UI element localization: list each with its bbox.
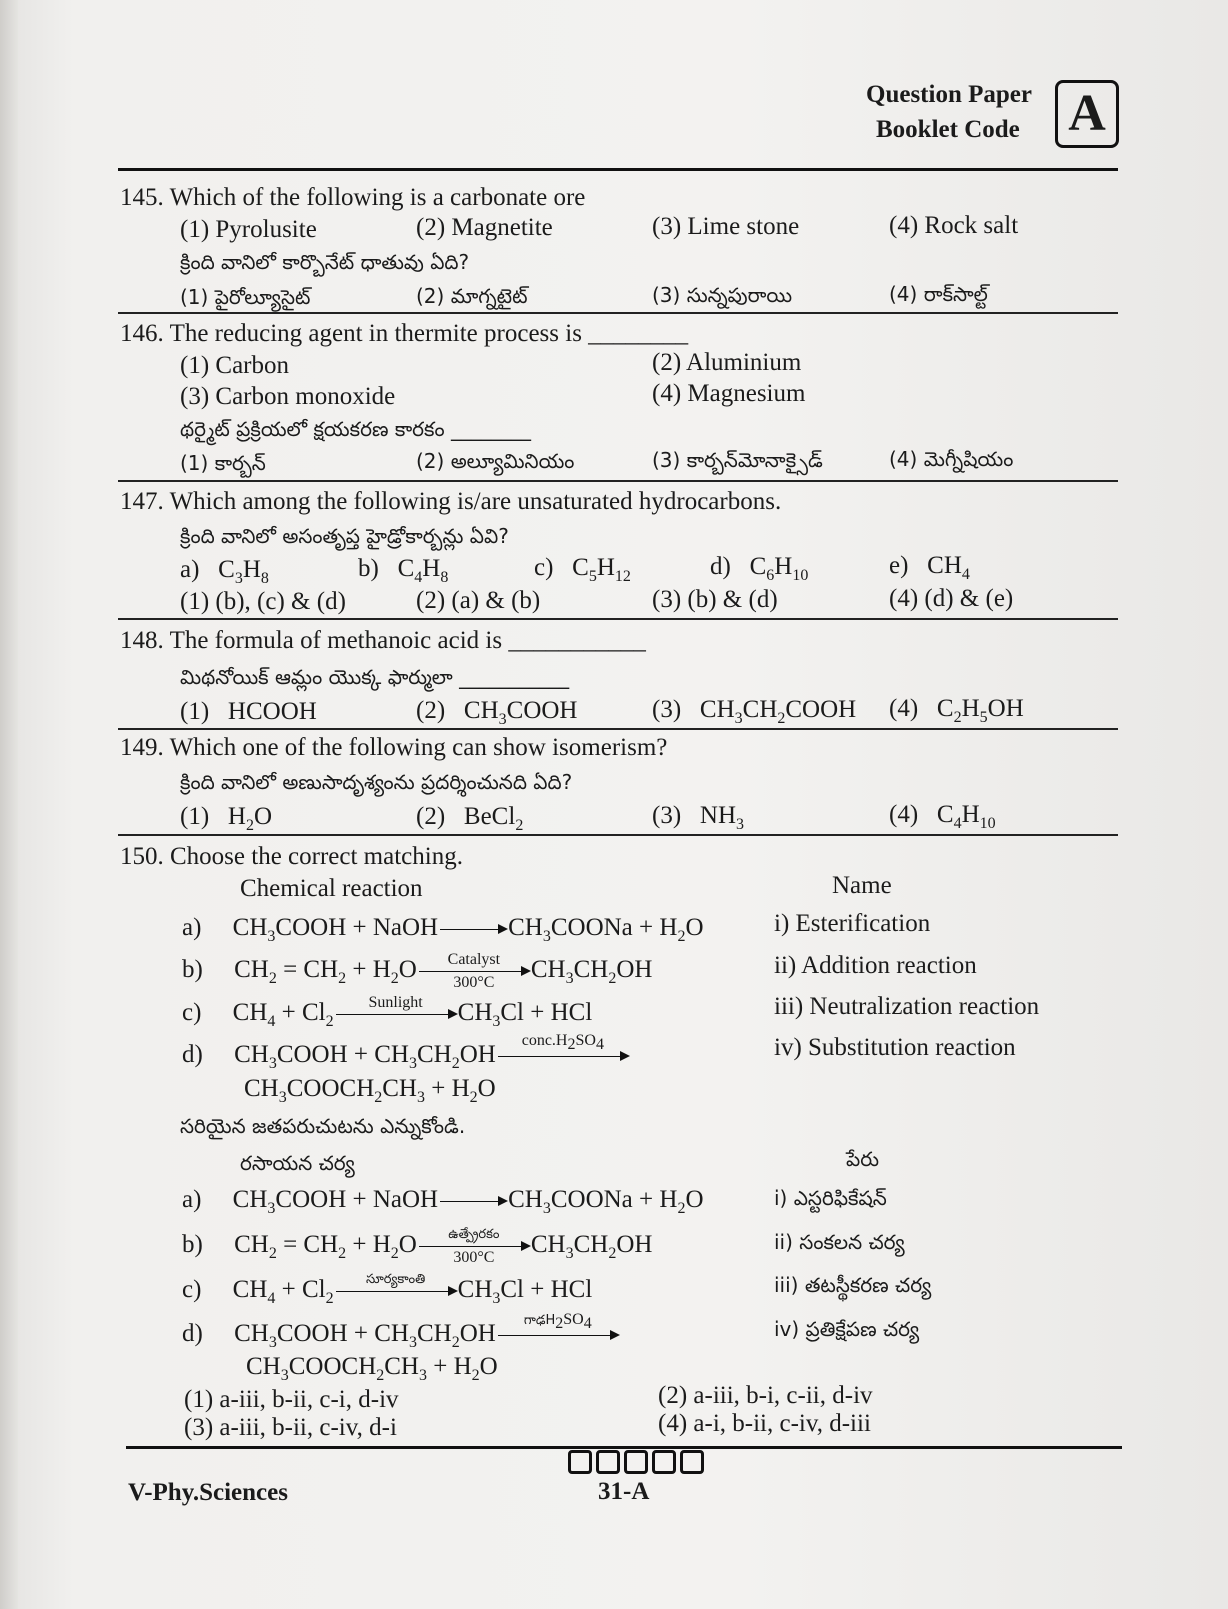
name-iii: iii) Neutralization reaction: [774, 993, 1040, 1020]
option-1-telugu: (1) పైరోల్యూసైట్: [180, 285, 311, 309]
option-2: (2) $CH_3COOH$: [416, 697, 578, 728]
question-text-telugu: క్రింది వానిలో కార్బొనేట్ ధాతువు ఏది?: [180, 250, 470, 274]
catalyst-label: Catalyst: [447, 950, 501, 968]
item-c: c) $C_5H_{12}$: [534, 554, 631, 585]
column-header-reaction: Chemical reaction: [240, 875, 423, 902]
reaction-b: b) $CH_2 = CH_2 + H_2O$ Catalyst 300°C $CH_3CH_2OH$: [182, 950, 653, 991]
answer-option-4: (4) a-i, b-ii, c-iv, d-iii: [658, 1410, 871, 1437]
reaction-b-telugu: b) $CH_2 = CH_2 + H_2O$ ఉత్ప్రేరకం 300°C $CH_3CH_2OH$: [182, 1226, 653, 1266]
column-header-name-telugu: పేరు: [846, 1147, 879, 1171]
option-3-telugu: (3) సున్నపురాయి: [652, 283, 793, 307]
sunlight-label-telugu: సూర్యకాంతి: [365, 1271, 426, 1287]
option-1: (1) $H_2O$: [180, 803, 273, 834]
header-title-line2: Booklet Code: [876, 116, 1020, 143]
reaction-d: d) $CH_3COOH + CH_3CH_2OH$ $conc.H_2SO_4$: [182, 1040, 630, 1079]
option-3: (3) (b) & (d): [652, 586, 778, 613]
divider: [118, 480, 1118, 482]
divider: [118, 312, 1118, 314]
question-text-telugu: థర్మైట్ ప్రక్రియలో క్షయకరణ కారకం ________: [180, 417, 531, 441]
option-2: (2) Aluminium: [652, 349, 802, 376]
answer-option-3: (3) a-iii, b-ii, c-iv, d-i: [184, 1414, 397, 1441]
answer-option-1: (1) a-iii, b-ii, c-i, d-iv: [184, 1386, 399, 1413]
option-3: (3) $CH_3CH_2COOH$: [652, 696, 857, 727]
temperature-label: 300°C: [453, 973, 495, 991]
sunlight-label: Sunlight: [368, 993, 423, 1011]
option-3-telugu: (3) కార్బన్‌మోనాక్సైడ్: [652, 448, 823, 472]
booklet-code-box: A: [1055, 80, 1119, 148]
option-4: (4) $C_2H_5OH$: [889, 695, 1024, 726]
header-title-line1: Question Paper: [866, 81, 1032, 108]
reaction-d-telugu: d) $CH_3COOH + CH_3CH_2OH$ $గాఢH_2SO_4$: [182, 1319, 620, 1358]
item-e: e) $CH_4$: [889, 552, 970, 583]
reaction-d-products: $CH_3COOCH_2CH_3 + H_2O$: [244, 1075, 496, 1106]
option-2: (2) Magnetite: [416, 214, 553, 241]
option-1: (1) (b), (c) & (d): [180, 588, 346, 615]
catalyst-label-telugu: ఉత్ప్రేరకం: [448, 1226, 500, 1242]
item-a: a) $C_3H_8$: [180, 556, 269, 587]
paper-edge-shadow: [0, 0, 18, 1609]
question-text: Which one of the following can show isomerism?: [169, 734, 668, 761]
question-number: 147.: [120, 488, 164, 515]
option-2-telugu: (2) మాగ్నటైట్: [416, 284, 528, 308]
question-number: 149.: [120, 734, 164, 761]
option-4: (4) Rock salt: [889, 212, 1019, 239]
question-text-telugu: క్రింది వానిలో అసంతృప్త హైడ్రోకార్బన్లు ఏవి?: [180, 524, 509, 548]
reaction-c-telugu: c) $CH_4 + Cl_2$ సూర్యకాంతి $CH_3Cl$ + HCl: [182, 1271, 593, 1307]
option-3: (3) Lime stone: [652, 213, 800, 240]
option-2-telugu: (2) అల్యూమినియం: [416, 449, 575, 473]
question-text: The reducing agent in thermite process is ________: [169, 320, 689, 347]
answer-option-2: (2) a-iii, b-i, c-ii, d-iv: [658, 1382, 873, 1409]
option-1: (1) Pyrolusite: [180, 216, 317, 243]
question-text: Which of the following is a carbonate ore: [169, 184, 586, 211]
option-1: (1) Carbon: [180, 352, 289, 379]
item-d: d) $C_6H_{10}$: [710, 553, 809, 584]
divider: [118, 618, 1118, 620]
option-2: (2) (a) & (b): [416, 587, 541, 614]
question-text: The formula of methanoic acid is ___________: [169, 627, 646, 654]
option-3: (3) $NH_3$: [652, 802, 745, 833]
temperature-label-telugu: 300°C: [453, 1248, 495, 1266]
page-marker-squares: [566, 1450, 706, 1479]
header-rule: [118, 168, 1118, 171]
item-b: b) $C_4H_8$: [358, 555, 449, 586]
conc-label: conc.H: [521, 1031, 568, 1049]
question-number: 150.: [120, 843, 164, 870]
question-number: 145.: [120, 184, 164, 211]
question-number: 148.: [120, 627, 164, 654]
column-header-name: Name: [832, 872, 892, 899]
question-number: 146.: [120, 320, 164, 347]
conc-label-telugu: గాఢH: [523, 1312, 556, 1328]
name-iii-telugu: iii) తటస్థీకరణ చర్య: [774, 1273, 932, 1297]
question-text-telugu: సరియైన జతపరుచుటను ఎన్నుకోండి.: [180, 1114, 466, 1138]
option-4: (4) Magnesium: [652, 380, 806, 407]
question-text-telugu: మిథనోయిక్ ఆమ్లం యొక్క ఫార్ములా ___________: [180, 665, 570, 689]
option-4-telugu: (4) మెగ్నీషియం: [889, 447, 1014, 471]
name-i-telugu: i) ఎస్టరిఫికేషన్: [774, 1186, 887, 1210]
subject-label: V-Phy.Sciences: [128, 1479, 288, 1506]
question-text: Choose the correct matching.: [170, 843, 463, 870]
option-4: (4) (d) & (e): [889, 585, 1014, 612]
option-4-telugu: (4) రాక్‌సాల్ట్: [889, 282, 988, 306]
question-text-telugu: క్రింది వానిలో అణుసాదృశ్యంను ప్రదర్శించునది ఏది?: [180, 770, 573, 794]
divider: [118, 834, 1118, 836]
page-number: 31-A: [598, 1478, 650, 1505]
name-iv: iv) Substitution reaction: [774, 1034, 1016, 1061]
option-4: (4) $C_4H_{10}$: [889, 801, 996, 832]
column-header-reaction-telugu: రసాయన చర్య: [240, 1151, 355, 1175]
reaction-a: a) $CH_3COOH$ + NaOH $CH_3COONa + H_2O$: [182, 914, 704, 945]
option-3: (3) Carbon monoxide: [180, 383, 396, 410]
name-iv-telugu: iv) ప్రతిక్షేపణ చర్య: [774, 1317, 920, 1341]
name-ii-telugu: ii) సంకలన చర్య: [774, 1230, 905, 1254]
question-text: Which among the following is/are unsaturated hydrocarbons.: [169, 488, 782, 515]
option-1-telugu: (1) కార్బన్: [180, 451, 266, 475]
reaction-c: c) $CH_4 + Cl_2$ Sunlight $CH_3Cl$ + HCl: [182, 993, 593, 1030]
name-i: i) Esterification: [774, 910, 931, 937]
reaction-a-telugu: a) $CH_3COOH$ + NaOH $CH_3COONa + H_2O$: [182, 1186, 704, 1217]
option-1: (1) HCOOH: [180, 698, 317, 725]
divider: [118, 728, 1118, 730]
name-ii: ii) Addition reaction: [774, 952, 977, 979]
footer-rule: [126, 1446, 1122, 1449]
reaction-d-products-telugu: $CH_3COOCH_2CH_3 + H_2O$: [246, 1353, 498, 1384]
option-2: (2) BeCl$_2$: [416, 803, 524, 834]
